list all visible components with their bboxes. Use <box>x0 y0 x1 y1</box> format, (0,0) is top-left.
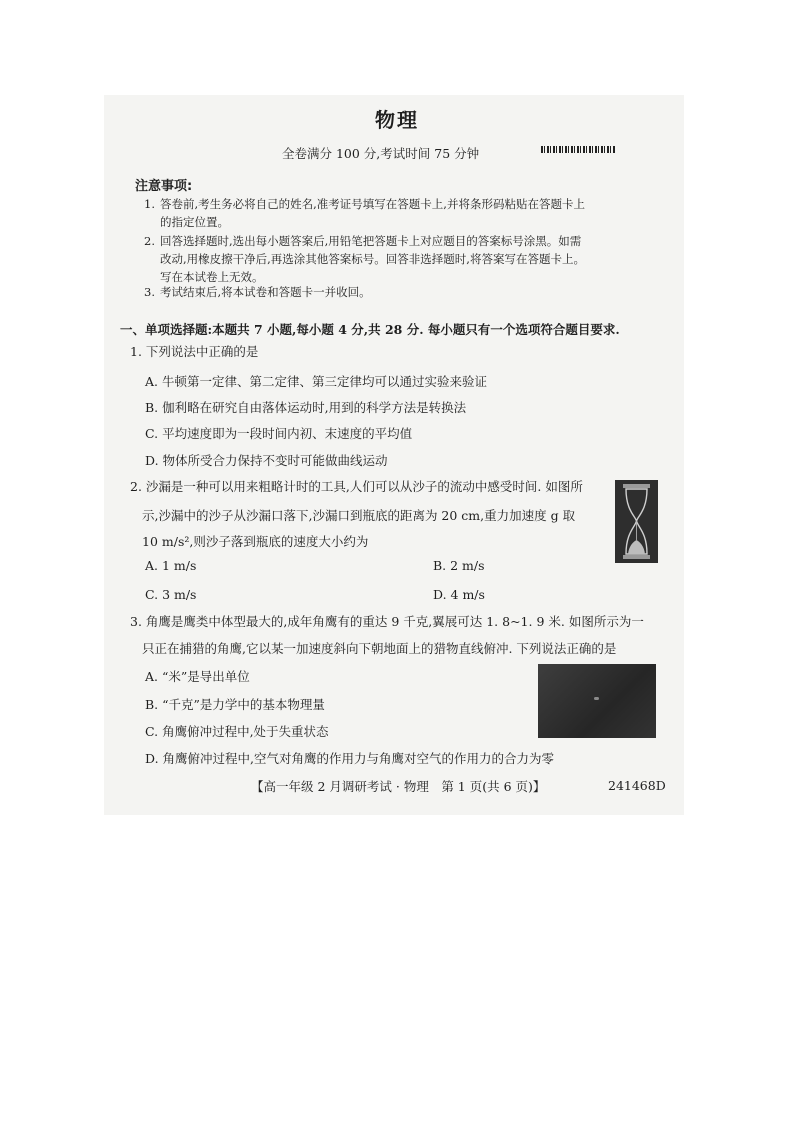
question-2-option-b: B. 2 m/s <box>433 558 485 573</box>
exam-code: 241468D <box>608 778 666 793</box>
question-1-stem: 1. 下列说法中正确的是 <box>130 344 259 359</box>
question-2-option-d: D. 4 m/s <box>433 587 485 602</box>
question-2-option-c: C. 3 m/s <box>145 587 197 602</box>
question-2-option-a: A. 1 m/s <box>145 558 197 573</box>
notice-item-3 <box>144 283 660 301</box>
question-3-stem-line: 只正在捕猎的角鹰,它以某一加速度斜向下朝地面上的猎物直线俯冲. 下列说法正确的是 <box>142 641 617 656</box>
notice-line: 的指定位置。 <box>160 215 229 229</box>
notice-number: 1. <box>144 197 155 211</box>
notice-line: 改动,用橡皮擦干净后,再选涂其他答案标号。回答非选择题时,将答案写在答题卡上。 <box>160 252 585 266</box>
question-2-stem-line: 10 m/s²,则沙子落到瓶底的速度大小约为 <box>142 534 369 549</box>
notice-number: 3. <box>144 285 155 299</box>
notice-line: 答卷前,考生务必将自己的姓名,准考证号填写在答题卡上,并将条形码粘贴在答题卡上 <box>160 197 585 211</box>
question-2-stem-line: 2. 沙漏是一种可以用来粗略计时的工具,人们可以从沙子的流动中感受时间. 如图所 <box>130 479 583 494</box>
notice-item-1 <box>144 195 660 231</box>
hourglass-figure <box>615 480 658 563</box>
notice-line: 回答选择题时,选出每小题答案后,用铅笔把答题卡上对应题目的答案标号涂黑。如需 <box>160 234 582 248</box>
eagle-silhouette <box>594 697 599 700</box>
question-1-option-c: C. 平均速度即为一段时间内初、末速度的平均值 <box>145 426 413 441</box>
notice-title: 注意事项: <box>135 179 193 194</box>
eagle-photo <box>538 664 656 738</box>
notice-line: 写在本试卷上无效。 <box>160 270 264 284</box>
question-1-option-b: B. 伽利略在研究自由落体运动时,用到的科学方法是转换法 <box>145 400 467 415</box>
question-3-stem-line: 3. 角鹰是鹰类中体型最大的,成年角鹰有的重达 9 千克,翼展可达 1. 8~1. 9 米. 如图所示为一 <box>130 614 644 629</box>
notice-item-2 <box>144 232 660 286</box>
page-footer: 【高一年级 2 月调研考试 · 物理 第 1 页(共 6 页)】 <box>251 779 546 794</box>
section-heading: 一、单项选择题:本题共 7 小题,每小题 4 分,共 28 分. 每小题只有一个选项符合题目要求. <box>120 322 620 337</box>
page-title: 物理 <box>375 108 419 132</box>
question-3-option-c: C. 角鹰俯冲过程中,处于失重状态 <box>145 724 329 739</box>
notice-number: 2. <box>144 234 155 248</box>
exam-subtitle: 全卷满分 100 分,考试时间 75 分钟 <box>282 146 480 161</box>
question-3-option-a: A. “米”是导出单位 <box>145 669 250 684</box>
question-3-option-b: B. “千克”是力学中的基本物理量 <box>145 697 325 712</box>
question-1-option-d: D. 物体所受合力保持不变时可能做曲线运动 <box>145 453 388 468</box>
barcode-image <box>541 146 615 153</box>
question-2-stem-line: 示,沙漏中的沙子从沙漏口落下,沙漏口到瓶底的距离为 20 cm,重力加速度 g 取 <box>142 508 576 523</box>
question-3-option-d: D. 角鹰俯冲过程中,空气对角鹰的作用力与角鹰对空气的作用力的合力为零 <box>145 751 554 766</box>
notice-line: 考试结束后,将本试卷和答题卡一并收回。 <box>160 285 371 299</box>
question-1-option-a: A. 牛顿第一定律、第二定律、第三定律均可以通过实验来验证 <box>145 374 487 389</box>
